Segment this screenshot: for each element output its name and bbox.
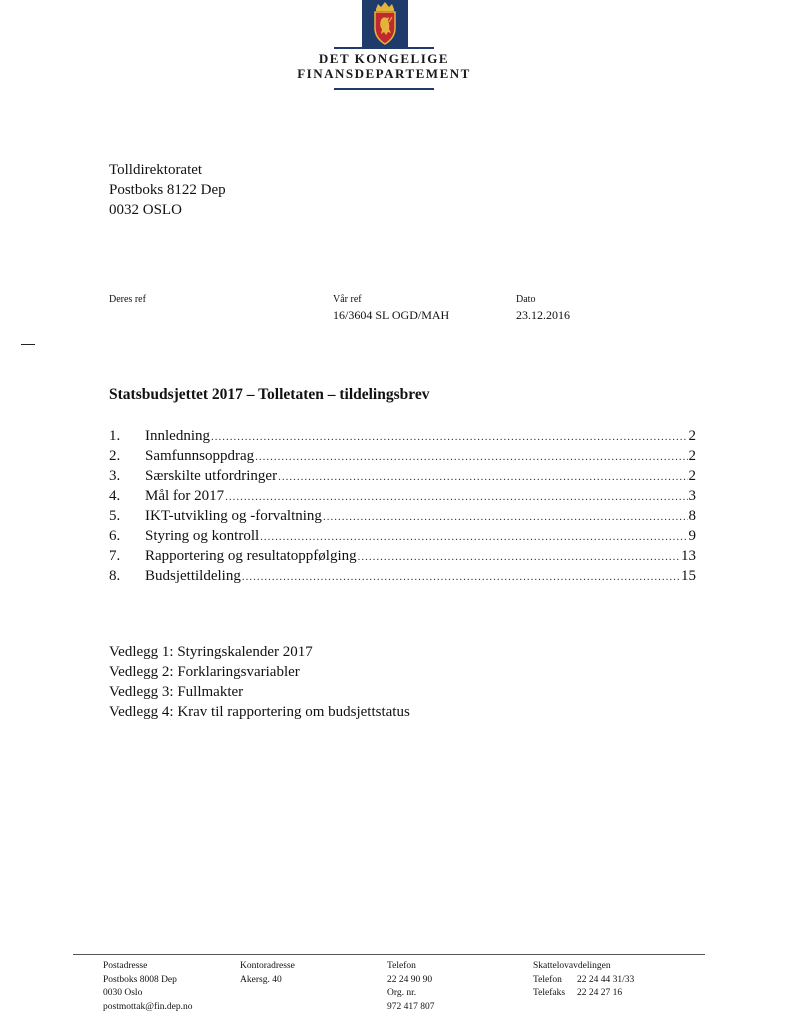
attachment-item: Vedlegg 4: Krav til rapportering om budsjettstatus (109, 704, 410, 720)
toc-number: 6. (109, 528, 121, 544)
attachments-list (109, 642, 410, 722)
footer-key: Telefaks (533, 988, 566, 998)
toc-title: Budsjettildeling (145, 568, 241, 584)
toc-page: 13 (681, 548, 696, 564)
toc-number: 7. (109, 548, 121, 564)
toc-number: 1. (109, 428, 121, 444)
header-rule-bottom (334, 88, 434, 90)
coat-of-arms-icon (362, 0, 408, 48)
toc-leader (225, 487, 687, 507)
toc-row[interactable] (109, 566, 696, 586)
toc-page: 15 (681, 568, 696, 584)
toc-row[interactable] (109, 466, 696, 486)
fold-mark (21, 344, 35, 345)
footer-value: 22 24 27 16 (577, 988, 623, 998)
recipient-city: 0032 OSLO (109, 202, 182, 218)
attachment-item: Vedlegg 2: Forklaringsvariabler (109, 664, 300, 680)
footer-avdeling (533, 960, 634, 1001)
toc-leader (323, 507, 688, 527)
toc-title: Særskilte utfordringer (145, 468, 278, 484)
toc-title: IKT-utvikling og -forvaltning (145, 508, 322, 524)
footer-text: 972 417 807 (387, 1001, 435, 1012)
toc-row[interactable] (109, 526, 696, 546)
toc-row[interactable] (109, 446, 696, 466)
var-ref-label: Vår ref (333, 294, 362, 305)
dato-value: 23.12.2016 (516, 308, 570, 322)
toc-page: 2 (688, 428, 696, 444)
toc-page: 3 (688, 488, 696, 504)
toc-leader (278, 467, 687, 487)
toc-leader (242, 567, 680, 587)
toc-number: 2. (109, 448, 121, 464)
toc-number: 5. (109, 508, 121, 524)
logo-banner (362, 0, 408, 48)
footer-kontoradresse (240, 960, 295, 987)
toc-row[interactable] (109, 426, 696, 446)
toc-leader (211, 427, 688, 447)
table-of-contents (109, 426, 696, 586)
toc-row[interactable] (109, 546, 696, 566)
footer-postadresse (103, 960, 193, 1014)
toc-title: Mål for 2017 (145, 488, 225, 504)
org-name-line2: FINANSDEPARTEMENT (297, 66, 471, 81)
toc-title: Rapportering og resultatoppfølging (145, 548, 357, 564)
toc-page: 9 (688, 528, 696, 544)
toc-page: 2 (688, 468, 696, 484)
toc-row[interactable] (109, 506, 696, 526)
footer-label: Kontoradresse (240, 961, 295, 971)
toc-number: 3. (109, 468, 121, 484)
footer-text: 22 24 90 90 (387, 974, 433, 985)
footer-label: Telefon (387, 961, 416, 971)
footer-label: Skattelovavdelingen (533, 961, 611, 971)
recipient-name: Tolldirektoratet (109, 162, 203, 178)
recipient-postbox: Postboks 8122 Dep (109, 182, 226, 198)
recipient-address (109, 160, 226, 220)
footer-text: Postboks 8008 Dep (103, 974, 177, 985)
footer-key: Telefon (533, 974, 562, 985)
footer-value: 22 24 44 31/33 (577, 974, 635, 985)
toc-title: Samfunnsoppdrag (145, 448, 255, 464)
toc-leader (260, 527, 687, 547)
toc-title: Innledning (145, 428, 210, 444)
footer-divider (73, 954, 705, 955)
footer-text: 0030 Oslo (103, 988, 143, 998)
toc-row[interactable] (109, 486, 696, 506)
footer-label: Org. nr. (387, 988, 417, 998)
toc-number: 8. (109, 568, 121, 584)
toc-number: 4. (109, 488, 121, 504)
footer-telefon-pair (533, 974, 634, 988)
attachment-item: Vedlegg 3: Fullmakter (109, 684, 244, 700)
var-ref-value: 16/3604 SL OGD/MAH (333, 308, 450, 322)
attachment-item: Vedlegg 1: Styringskalender 2017 (109, 644, 313, 660)
toc-title: Styring og kontroll (145, 528, 260, 544)
header-rule-top (334, 47, 434, 49)
footer-text: Akersg. 40 (240, 974, 282, 985)
org-name-line1: DET KONGELIGE (318, 51, 450, 66)
footer-telefaks-pair (533, 987, 634, 1001)
deres-ref-label: Deres ref (109, 294, 146, 305)
dato-label: Dato (516, 294, 536, 305)
toc-leader (255, 447, 687, 467)
toc-page: 2 (688, 448, 696, 464)
footer-email: postmottak@fin.dep.no (103, 1001, 193, 1012)
toc-leader (358, 547, 680, 567)
footer-label: Postadresse (103, 961, 148, 971)
footer-telefon (387, 960, 435, 1014)
document-title: Statsbudsjettet 2017 – Tolletaten – tildelingsbrev (109, 386, 430, 403)
toc-page: 8 (688, 508, 696, 524)
